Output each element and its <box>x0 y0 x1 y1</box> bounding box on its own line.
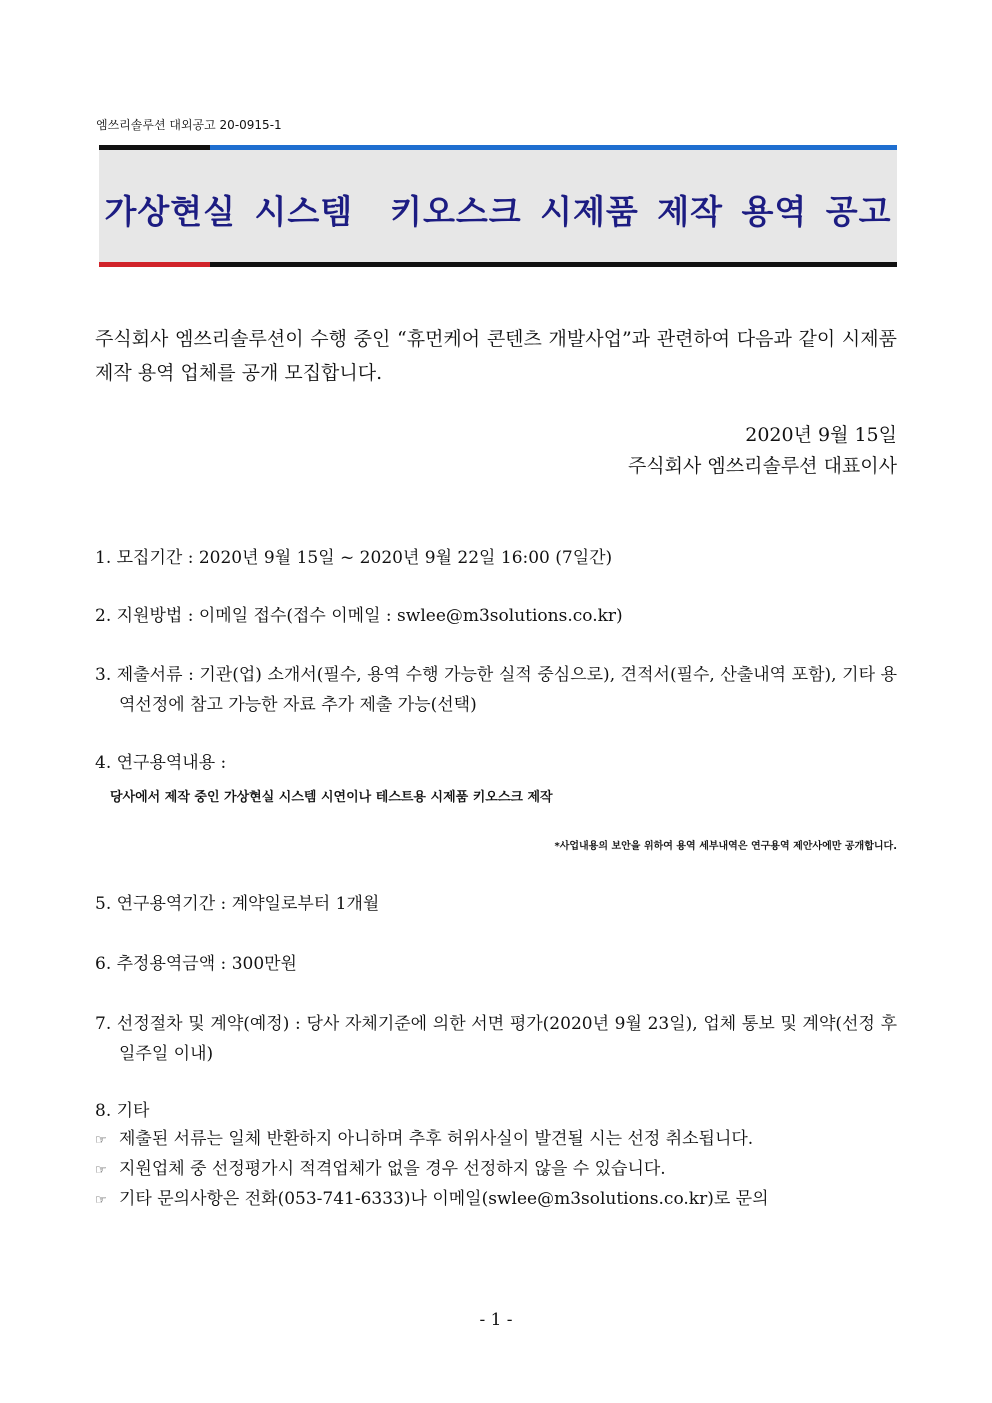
note-line <box>95 1184 897 1216</box>
note-text: 기타 문의사항은 전화(053-741-6333)나 이메일(swlee@m3solutions.co.kr)로 문의 <box>119 1189 769 1209</box>
item-selection-procedure: 7. 선정절차 및 계약(예정) : 당사 자체기준에 의한 서면 평가(2020년 9월 23일), 업체 통보 및 계약(선정 후 일주일 이내) <box>95 1014 897 1064</box>
security-note: *사업내용의 보안을 위하여 용역 세부내역은 연구용역 제안사에만 공개합니다. <box>554 841 897 852</box>
item-other: 8. 기타 <box>95 1101 150 1121</box>
intro-paragraph: 주식회사 엠쓰리솔루션이 수행 중인 “휴먼케어 콘텐츠 개발사업”과 관련하여 다음과 같이 시제품 제작 용역 업체를 공개 모집합니다. <box>95 328 897 384</box>
footer-rule-red <box>99 262 210 267</box>
item-recruitment-period: 1. 모집기간 : 2020년 9월 15일 ~ 2020년 9월 22일 16:00 (7일간) <box>95 548 613 568</box>
pointing-hand-icon: ☞ <box>95 1133 107 1148</box>
item-estimated-amount: 6. 추정용역금액 : 300만원 <box>95 954 297 974</box>
document-code: 엠쓰리솔루션 대외공고 20-0915-1 <box>96 118 282 132</box>
note-line <box>95 1154 897 1186</box>
service-content-detail: 당사에서 제작 중인 가상현실 시스템 시연이나 테스트용 시제품 키오스크 제작 <box>110 790 553 805</box>
note-text: 지원업체 중 선정평가시 적격업체가 없을 경우 선정하지 않을 수 있습니다. <box>119 1159 666 1179</box>
signer: 주식회사 엠쓰리솔루션 대표이사 <box>627 455 897 477</box>
page-title: 가상현실 시스템 키오스크 시제품 제작 용역 공고 <box>104 192 892 231</box>
announcement-date: 2020년 9월 15일 <box>745 424 897 446</box>
item-service-content: 4. 연구용역내용 : <box>95 753 227 773</box>
note-text: 제출된 서류는 일체 반환하지 아니하며 추후 허위사실이 발견될 시는 선정 취소됩니다. <box>119 1129 754 1149</box>
pointing-hand-icon: ☞ <box>95 1163 107 1178</box>
page-number: - 1 - <box>479 1310 513 1330</box>
note-line <box>95 1124 897 1156</box>
item-application-method: 2. 지원방법 : 이메일 접수(접수 이메일 : swlee@m3solutions.co.kr) <box>95 606 623 626</box>
item-service-period: 5. 연구용역기간 : 계약일로부터 1개월 <box>95 894 380 914</box>
footer-rule-black <box>210 262 897 267</box>
item-required-documents: 3. 제출서류 : 기관(업) 소개서(필수, 용역 수행 가능한 실적 중심으로), 견적서(필수, 산출내역 포함), 기타 용역선정에 참고 가능한 자료 추가 제출 가능(선택) <box>95 665 897 715</box>
pointing-hand-icon: ☞ <box>95 1193 107 1208</box>
title-box <box>99 150 897 262</box>
